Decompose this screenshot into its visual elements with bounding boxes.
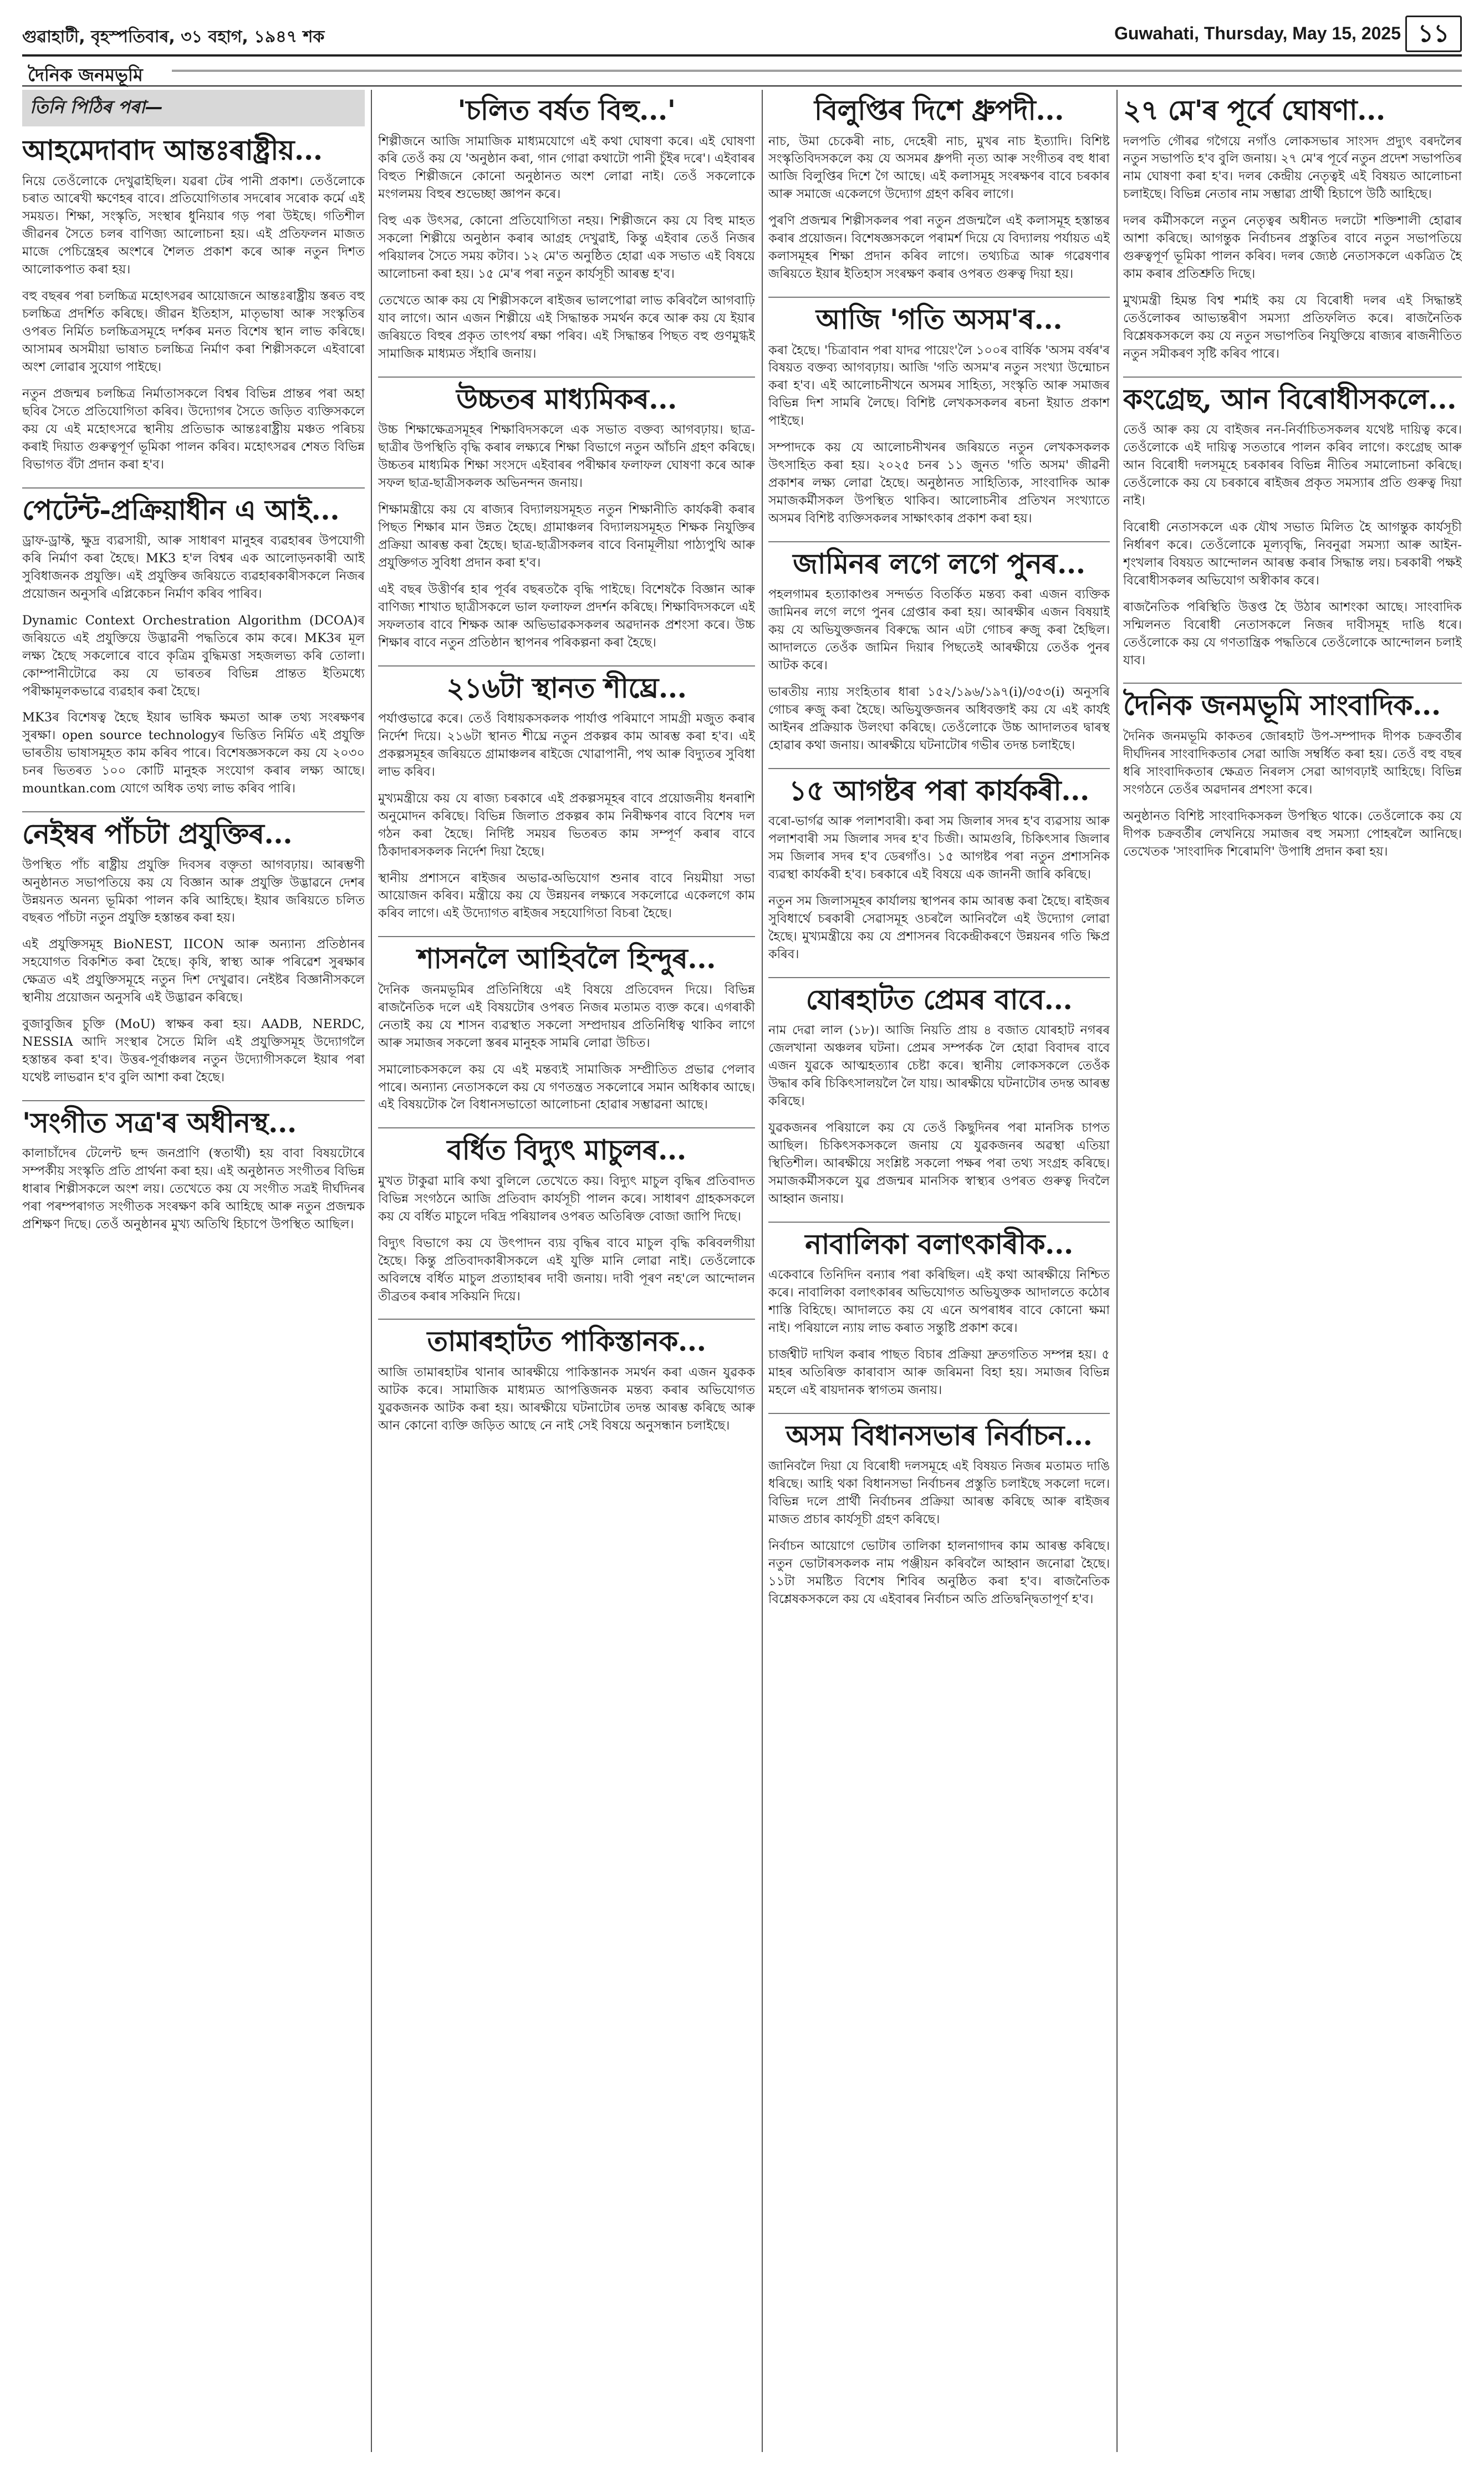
- article-headline[interactable]: যোৰহাটত প্ৰেমৰ বাবে...: [805, 983, 1073, 1016]
- article-paragraph: বুজাবুজিৰ চুক্তি (MoU) স্বাক্ষৰ কৰা হয়। AADB, NERDC, NESSIA আদি সংস্থাৰ সৈতে মিলি এই প্ৰযুক্তিসমূহ উদ্যোগলৈ হস্তান্তৰ কৰা হ'ব। উত্তৰ-পূৰ্বাঞ্চলৰ নতুন উদ্যোগীসকলে ইয়াৰ পৰা যথেষ্ট লাভৱান হ'ব বুলি আশা কৰা হৈছে।: [22, 1017, 365, 1085]
- article: [378, 94, 755, 378]
- article-headline[interactable]: আহমেদাবাদ আন্তঃৰাষ্ট্ৰীয়...: [22, 134, 323, 166]
- article: [768, 94, 1110, 298]
- article: [22, 818, 365, 1101]
- article-paragraph: শিল্পীজনে আজি সামাজিক মাধ্যমযোগে এই কথা ঘোষণা কৰে। এই ঘোষণা কৰি তেওঁ কয় যে 'অনুষ্ঠান কৰা, গান গোৱা কথাটো পানী চুঁইৰ দৰে'। এইবাৰৰ বিহুত শিল্পীজনে কোনো অনুষ্ঠানত অংশ লোৱা নাই। তেওঁ সকলোকে মংগলময় বিহুৰ শুভেচ্ছা জ্ঞাপন কৰে।: [378, 134, 755, 202]
- article: [768, 984, 1110, 1223]
- article-paragraph: মুখ্যমন্ত্ৰী হিমন্ত বিশ্ব শৰ্মাই কয় যে বিৰোধী দলৰ এই সিদ্ধান্তই তেওঁলোকৰ আভ্যন্তৰীণ সমস্যা প্ৰতিফলিত কৰে। ৰাজনৈতিক বিশ্লেষকসকলে কয় যে নতুন সভাপতিৰ নিযুক্তিয়ে ৰাজ্যৰ ৰাজনীতিত নতুন সমীকৰণ সৃষ্টি কৰিব পাৰে।: [1123, 293, 1462, 361]
- article-paragraph: পহলগামৰ হত্যাকাণ্ডৰ সন্দৰ্ভত বিতৰ্কিত মন্তব্য কৰা এজন ব্যক্তিক জামিনৰ লগে লগে পুনৰ গ্ৰেপ্তাৰ কৰা হয়। আৰক্ষীৰ এজন বিষয়াই কয় যে অভিযুক্তজনৰ বিৰুদ্ধে আন এটা গোচৰ ৰুজু কৰা হৈছিল। আদালতে তেওঁক জামিন দিয়াৰ পিছতেই আৰক্ষীয়ে তেওঁক পুনৰ আটক কৰে।: [768, 587, 1110, 673]
- article-headline[interactable]: তামাৰহাটত পাকিস্তানক...: [427, 1325, 706, 1358]
- article-paragraph: কৰা হৈছে। 'চিত্ৰাবান পৰা যাদৱ পায়েং'লৈ ১০০ৰ বাৰ্ষিক 'অসম বৰ্ষৰ'ৰ বিষয়ত বক্তব্য আগবঢ়ায়। আজি 'গতি অসম'ৰ নতুন সংখ্যা উন্মোচন কৰা হ'ব। এই আলোচনীখনে অসমৰ সাহিত্য, সংস্কৃতি আৰু সমাজৰ বিভিন্ন দিশ সামৰি লৈছে। বিশিষ্ট লেখকসকলৰ ৰচনা ইয়াত প্ৰকাশ পাইছে।: [768, 343, 1110, 429]
- article: [378, 383, 755, 667]
- article: [378, 1134, 755, 1320]
- article: [1123, 383, 1462, 684]
- dateline-english: Guwahati, Thursday, May 15, 2025: [1114, 23, 1401, 43]
- article: [768, 1420, 1110, 1622]
- article-paragraph: বিহু এক উৎসৱ, কোনো প্ৰতিযোগিতা নহয়। শিল্পীজনে কয় যে বিহু মাহত সকলো শিল্পীয়ে অনুষ্ঠান কৰাৰ আগ্ৰহ দেখুৱাই, কিন্তু এইবাৰ তেওঁ নিজৰ পৰিয়ালৰ সৈতে সময় কটাব। ১২ মে'ত অনুষ্ঠিত হোৱা এক সভাত এই বিষয়ে আলোচনা কৰা হয়। ১৫ মে'ৰ পৰা নতুন কাৰ্যসূচী আৰম্ভ হ'ব।: [378, 213, 755, 282]
- column-divider: [371, 90, 372, 2452]
- article: [768, 1228, 1110, 1414]
- article: [22, 1107, 365, 1247]
- column-3: [768, 90, 1110, 1627]
- article-paragraph: চাৰ্জশ্বীট দাখিল কৰাৰ পাছত বিচাৰ প্ৰক্ৰিয়া দ্ৰুতগতিত সম্পন্ন হয়। ৫ মাহৰ অতিৰিক্ত কাৰাবাস আৰু জৰিমনা বিহা হয়। সমাজৰ বিভিন্ন মহলে এই ৰায়দানক স্বাগতম জনায়।: [768, 1347, 1110, 1397]
- article-headline[interactable]: উচ্চতৰ মাধ্যমিকৰ...: [456, 382, 677, 415]
- article-paragraph: বৰো-ভাৰ্গৱ আৰু পলাশবাৰী। কৰা সম জিলাৰ সদৰ হ'ব ব্যৱসায় আৰু পলাশবাৰী সম জিলাৰ সদৰ হ'ব চিজী। আমগুৰি, চিকিৎসাৰ জিলাৰ সম জিলাৰ সদৰ হ'ব ডেৰগাঁও। ১৫ আগষ্টৰ পৰা নতুন প্ৰশাসনিক ব্যৱস্থা কাৰ্যকৰী হ'ব। চৰকাৰে এই বিষয়ে এক জাননী জাৰি কৰিছে।: [768, 814, 1110, 882]
- article-paragraph: যুৱকজনৰ পৰিয়ালে কয় যে তেওঁ কিছুদিনৰ পৰা মানসিক চাপত আছিল। চিকিৎসকসকলে জনায় যে যুৱকজনৰ অৱস্থা এতিয়া স্থিতিশীল। আৰক্ষীয়ে সংশ্লিষ্ট সকলো পক্ষৰ পৰা তথ্য সংগ্ৰহ কৰিছে। সমাজকৰ্মীসকলে যুৱ প্ৰজন্মৰ মানসিক স্বাস্থ্যৰ ওপৰত গুৰুত্ব দিবলৈ আহ্বান জনায়।: [768, 1121, 1110, 1206]
- brand-bar: [22, 54, 1462, 87]
- article-paragraph: ভাৰতীয় ন্যায় সংহিতাৰ ধাৰা ১৫২/১৯৬/১৯৭(i)/৩৫৩(i) অনুসৰি গোচৰ ৰুজু কৰা হৈছে। অভিযুক্তজনৰ অধিবক্তাই কয় যে এই কাৰ্যই আইনৰ প্ৰক্ৰিয়াক উলংঘা কৰিছে। তেওঁলোকে উচ্চ আদালতৰ দ্বাৰস্থ হোৱাৰ কথা জনায়। আৰক্ষীয়ে ঘটনাটোৰ গভীৰ তদন্ত চলাইছে।: [768, 685, 1110, 752]
- article: [378, 672, 755, 938]
- article-paragraph: মুখ্যমন্ত্ৰীয়ে কয় যে ৰাজ্য চৰকাৰে এই প্ৰকল্পসমূহৰ বাবে প্ৰয়োজনীয় ধনৰাশি অনুমোদন কৰিছে। বিভিন্ন জিলাত প্ৰকল্পৰ কাম নিৰীক্ষণৰ বাবে বিশেষ দল গঠন কৰা হৈছে। নিৰ্দিষ্ট সময়ৰ ভিতৰত কাম সম্পূৰ্ণ কৰাৰ বাবে ঠিকাদাৰসকলক নিৰ্দেশ দিয়া হৈছে।: [378, 791, 755, 859]
- article-paragraph: মুখত টাকুৱা মাৰি কথা বুলিলে তেখেতে কয়। বিদ্যুৎ মাচুল বৃদ্ধিৰ প্ৰতিবাদত বিভিন্ন সংগঠনে আজি প্ৰতিবাদ কাৰ্যসূচী পালন কৰে। সাধাৰণ গ্ৰাহকসকলে কয় যে বৰ্ধিত মাচুলে দৰিদ্ৰ পৰিয়ালৰ ওপৰত অতিৰিক্ত বোজা জাপি দিছে।: [378, 1173, 755, 1224]
- article-paragraph: উপস্থিত পাঁচ ৰাষ্ট্ৰীয় প্ৰযুক্তি দিবসৰ বক্তৃতা আগবঢ়ায়। আৰম্ভণী অনুষ্ঠানত সভাপতিয়ে কয় যে বিজ্ঞান আৰু প্ৰযুক্তি উদ্ভাৱনে দেশৰ উন্নয়নত অনন্য ভূমিকা পালন কৰি আহিছে। ইয়াৰ জৰিয়তে চলিত বছৰত পাঁচটা নতুন প্ৰযুক্তি হস্তান্তৰ কৰা হয়।: [22, 857, 365, 925]
- article-paragraph: বিৰোধী নেতাসকলে এক যৌথ সভাত মিলিত হৈ আগন্তুক কাৰ্যসূচী নিৰ্ধাৰণ কৰে। তেওঁলোকে মূল্যবৃদ্ধি, নিবনুৱা সমস্যা আৰু আইন-শৃংখলাৰ বিষয়ত আন্দোলন আৰম্ভ কৰাৰ সিদ্ধান্ত লয়। চৰকাৰী পক্ষই বিৰোধীসকলৰ অভিযোগ অস্বীকাৰ কৰে।: [1123, 520, 1462, 588]
- article-paragraph: নাচ, উমা চেকেৰী নাচ, দেহেৰী নাচ, মুখৰ নাচ ইত্যাদি। বিশিষ্ট সংস্কৃতিবিদসকলে কয় যে অসমৰ ধ্ৰুপদী নৃত্য আৰু সংগীতৰ বহু ধাৰা আজি বিলুপ্তিৰ দিশে গৈ আছে। এই কলাসমূহ সংৰক্ষণৰ বাবে চৰকাৰ আৰু সমাজে একেলগে উদ্যোগ গ্ৰহণ কৰিব লাগে।: [768, 134, 1110, 202]
- article-paragraph: সমালোচকসকলে কয় যে এই মন্তব্যই সামাজিক সম্প্ৰীতিত প্ৰভাৱ পেলাব পাৰে। অন্যান্য নেতাসকলে কয় যে গণতন্ত্ৰত সকলোৰে সমান অধিকাৰ আছে। এই বিষয়টোক লৈ বিধানসভাতো আলোচনা হোৱাৰ সম্ভাৱনা আছে।: [378, 1062, 755, 1112]
- brand-rule: [172, 70, 1462, 72]
- article-paragraph: এই বছৰ উত্তীৰ্ণৰ হাৰ পূৰ্বৰ বছৰতকৈ বৃদ্ধি পাইছে। বিশেষকৈ বিজ্ঞান আৰু বাণিজ্য শাখাত ছাত্ৰীসকলে ভাল ফলাফল প্ৰদৰ্শন কৰিছে। শিক্ষাবিদসকলে এই সফলতাৰ বাবে শিক্ষক আৰু অভিভাৱকসকলৰ অৱদানক প্ৰশংসা কৰে। উচ্চ শিক্ষাৰ বাবে নতুন প্ৰতিষ্ঠান স্থাপনৰ পৰিকল্পনা কৰা হৈছে।: [378, 582, 755, 650]
- article-headline[interactable]: বিলুপ্তিৰ দিশে ধ্ৰুপদী...: [814, 94, 1064, 126]
- article: [768, 303, 1110, 542]
- article-paragraph: এই প্ৰযুক্তিসমূহ BioNEST, IICON আৰু অন্যান্য প্ৰতিষ্ঠানৰ সহযোগত বিকশিত কৰা হৈছে। কৃষি, স্বাস্থ্য আৰু পৰিৱেশ সুৰক্ষাৰ ক্ষেত্ৰত এই প্ৰযুক্তিসমূহে নতুন দিশ দেখুৱাব। নেইষ্টৰ বিজ্ঞানীসকলে স্থানীয় প্ৰয়োজন অনুসৰি এই উদ্ভাৱন কৰিছে।: [22, 937, 365, 1005]
- article-headline[interactable]: অসম বিধানসভাৰ নিৰ্বাচন...: [786, 1418, 1093, 1452]
- article-paragraph: স্থানীয় প্ৰশাসনে ৰাইজৰ অভাৱ-অভিযোগ শুনাৰ বাবে নিয়মীয়া সভা আয়োজন কৰিব। মন্ত্ৰীয়ে কয় যে উন্নয়নৰ লক্ষ্যৰে সকলোৱে একেলগে কাম কৰিব লাগে। এই উদ্যোগত ৰাইজৰ সহযোগিতা বিচৰা হৈছে।: [378, 871, 755, 921]
- article-paragraph: পৰ্যাপ্তভাৱে কৰে। তেওঁ বিধায়কসকলক পাৰ্যাপ্ত পৰিমাণে সামগ্ৰী মজুত কৰাৰ নিৰ্দেশ দিয়ে। ২১৬টা স্থানত শীঘ্ৰে নতুন প্ৰকল্পৰ কাম আৰম্ভ কৰা হ'ব। এই প্ৰকল্পসমূহৰ জৰিয়তে গ্ৰামাঞ্চলৰ ৰাইজে খোৱাপানী, পথ আৰু বিদ্যুতৰ সুবিধা লাভ কৰিব।: [378, 711, 755, 779]
- article-headline[interactable]: নেইম্বৰ পাঁচটা প্ৰযুক্তিৰ...: [22, 817, 293, 851]
- article-paragraph: বহু বছৰৰ পৰা চলচ্চিত্ৰ মহোৎসৱৰ আয়োজনে আন্তঃৰাষ্ট্ৰীয় স্তৰত বহু চলচ্চিত্ৰ প্ৰদৰ্শিত কৰিছে। জীৱন ইতিহাস, মাতৃভাষা আৰু সংস্কৃতিৰ ওপৰত নিৰ্মিত চলচ্চিত্ৰসমূহে দৰ্শকৰ মনত বিশেষ স্থান লাভ কৰিছে। আসামৰ অসমীয়া ভাষাত চলচ্চিত্ৰ নিৰ্মাণ কৰা শিল্পীসকলে এইবাৰো অংশ লোৱাৰ সুযোগ পাইছে।: [22, 289, 365, 374]
- article-headline[interactable]: 'সংগীত সত্ৰ'ৰ অধীনস্থ...: [22, 1106, 297, 1139]
- dateline-assamese: গুৱাহাটী, বৃহস্পতিবাৰ, ৩১ বহাগ, ১৯৪৭ শক: [22, 27, 325, 47]
- article-headline[interactable]: নাবালিকা বলাৎকাৰীক...: [805, 1227, 1073, 1260]
- article: [768, 548, 1110, 769]
- column-2: [378, 90, 755, 1454]
- article-headline[interactable]: জামিনৰ লগে লগে পুনৰ...: [793, 547, 1085, 580]
- section-tag: তিনি পিঠিৰ পৰা—: [22, 90, 365, 126]
- article-paragraph: বিদ্যুৎ বিভাগে কয় যে উৎপাদন ব্যয় বৃদ্ধিৰ বাবে মাচুল বৃদ্ধি কৰিবলগীয়া হৈছে। কিন্তু প্ৰতিবাদকাৰীসকলে এই যুক্তি মানি লোৱা নাই। তেওঁলোকে অবিলম্বে বৰ্ধিত মাচুল প্ৰত্যাহাৰৰ দাবী জনায়। দাবী পূৰণ নহ'লে আন্দোলন তীব্ৰতৰ কৰাৰ সকিয়নি দিয়ে।: [378, 1235, 755, 1304]
- article-headline[interactable]: ২৭ মে'ৰ পূৰ্বে ঘোষণা...: [1123, 94, 1385, 126]
- article: [768, 775, 1110, 978]
- column-divider: [762, 90, 763, 2452]
- article-paragraph: জানিবলৈ দিয়া যে বিৰোধী দলসমূহে এই বিষয়ত নিজৰ মতামত দাঙি ধৰিছে। আহি থকা বিধানসভা নিৰ্বাচনৰ প্ৰস্তুতি চলাইছে সকলো দলে। বিভিন্ন দলে প্ৰাৰ্থী নিৰ্বাচনৰ প্ৰক্ৰিয়া আৰম্ভ কৰিছে আৰু ৰাইজৰ মাজত প্ৰচাৰ কাৰ্যসূচী গ্ৰহণ কৰিছে।: [768, 1459, 1110, 1527]
- brand-name: দৈনিক জনমভূমি: [28, 64, 143, 85]
- article-headline[interactable]: ১৫ আগষ্টৰ পৰা কাৰ্যকৰী...: [789, 774, 1089, 807]
- article-headline[interactable]: দৈনিক জনমভূমি সাংবাদিক...: [1123, 689, 1441, 722]
- article: [22, 494, 365, 813]
- article: [1123, 689, 1462, 874]
- article-paragraph: দৈনিক জনমভূমিৰ প্ৰতিনিধিয়ে এই বিষয়ে প্ৰতিবেদন দিয়ে। বিভিন্ন ৰাজনৈতিক দলে এই বিষয়টোৰ ওপৰত নিজৰ মতামত ব্যক্ত কৰে। এগৰাকী নেতাই কয় যে শাসন ব্যৱস্থাত সকলো সম্প্ৰদায়ৰ প্ৰতিনিধিত্ব থাকিব লাগে আৰু সমাজৰ সকলো স্তৰৰ মানুহক সামৰি লোৱা উচিত।: [378, 982, 755, 1050]
- article-paragraph: কালাচাঁদেৰ টেলেন্ট ছন্দ জনপ্ৰাণি (স্বতাৰ্থী) হয় বাবা বিষয়টোৰে সম্পৰ্কীয় সংস্কৃতি প্ৰতি প্ৰাৰ্থনা কৰা হয়। এই অনুষ্ঠানত সংগীতৰ বিভিন্ন ধাৰাৰ শিল্পীসকলে অংশ লয়। তেখেতে কয় যে সংগীত সত্ৰই দীৰ্ঘদিনৰ পৰা পৰম্পৰাগত সংগীতক সংৰক্ষণ কৰি আহিছে আৰু নতুন প্ৰজন্মক প্ৰশিক্ষণ দিছে। তেওঁ অনুষ্ঠানৰ মুখ্য অতিথি হিচাপে উপস্থিত আছিল।: [22, 1146, 365, 1232]
- article-headline[interactable]: ২১৬টা স্থানত শীঘ্ৰে...: [446, 671, 687, 704]
- article-headline[interactable]: পেটেন্ট-প্ৰক্ৰিয়াধীন এ আই...: [22, 493, 340, 526]
- article-paragraph: ড্ৰাফ-ড্ৰাফ্ট, ক্ষুদ্ৰ ব্যৱসায়ী, আৰু সাধাৰণ মানুহৰ ব্যৱহাৰৰ উপযোগী কৰি নিৰ্মাণ কৰা হৈছে। MK3 হ'ল বিশ্বৰ এক আলোড়নকাৰী আই সুবিধাজনক প্ৰযুক্তি। এই প্ৰযুক্তিৰ জৰিয়তে ব্যৱহাৰকাৰীসকলে নিজৰ প্ৰয়োজন অনুসৰি এপ্লিকেচন নিৰ্মাণ কৰিব পাৰিব।: [22, 533, 365, 601]
- article-paragraph: উচ্চ শিক্ষাক্ষেত্ৰসমূহৰ শিক্ষাবিদসকলে এক সভাত বক্তব্য আগবঢ়ায়। ছাত্ৰ-ছাত্ৰীৰ উপস্থিতি বৃদ্ধি কৰাৰ লক্ষ্যৰে শিক্ষা বিভাগে নতুন আঁচনি গ্ৰহণ কৰিছে। উচ্চতৰ মাধ্যমিক শিক্ষা সংসদে এইবাৰৰ পৰীক্ষাৰ ফলাফল ঘোষণা কৰে আৰু সফল ছাত্ৰ-ছাত্ৰীসকলক অভিনন্দন জনায়।: [378, 423, 755, 491]
- article-paragraph: নতুন প্ৰজন্মৰ চলচ্চিত্ৰ নিৰ্মাতাসকলে বিশ্বৰ বিভিন্ন প্ৰান্তৰ পৰা অহা ছবিৰ সৈতে প্ৰতিযোগিতা কৰিব। উদ্যোগৰ সৈতে জড়িত ব্যক্তিসকলে কয় যে এই মহোৎসৱে স্থানীয় প্ৰতিভাক আন্তঃৰাষ্ট্ৰীয় মঞ্চত পৰিচয় কৰাই দিয়াত গুৰুত্বপূৰ্ণ ভূমিকা পালন কৰিব। মহোৎসৱৰ শেষত বিভিন্ন বিভাগত বঁটা প্ৰদান কৰা হ'ব।: [22, 386, 365, 472]
- article-paragraph: আজি তামাৰহাটৰ থানাৰ আৰক্ষীয়ে পাকিস্তানক সমৰ্থন কৰা এজন যুৱকক আটক কৰে। সামাজিক মাধ্যমত আপত্তিজনক মন্তব্য কৰাৰ অভিযোগত যুৱকজনক আটক কৰা হয়। আৰক্ষীয়ে ঘটনাটোৰ তদন্ত আৰম্ভ কৰিছে আৰু আন কোনো ব্যক্তি জড়িত আছে নে নাই সেই বিষয়ে অনুসন্ধান চলাইছে।: [378, 1365, 755, 1433]
- page-number: ১১: [1405, 16, 1462, 52]
- article-paragraph: নাম দেৱা লাল (১৮)। আজি নিয়তি প্ৰায় ৪ বজাত যোৰহাট নগৰৰ জেলখানা অঞ্চলৰ ঘটনা। প্ৰেমৰ সম্পৰ্কক লৈ হোৱা বিবাদৰ বাবে এজন যুৱকে আত্মহত্যাৰ চেষ্টা কৰে। স্থানীয় লোকসকলে তেওঁক উদ্ধাৰ কৰি চিকিৎসালয়লৈ লৈ যায়। আৰক্ষীয়ে ঘটনাটোৰ তদন্ত আৰম্ভ কৰিছে।: [768, 1023, 1110, 1109]
- article: [378, 1325, 755, 1448]
- article-paragraph: দলপতি গৌৰৱ গগৈয়ে নগাঁও লোকসভাৰ সাংসদ প্ৰদ্যুৎ বৰদলৈৰ নতুন সভাপতি হ'ব বুলি জনায়। ২৭ মে'ৰ পূৰ্বে নতুন প্ৰদেশ সভাপতিৰ নাম ঘোষণা কৰা হ'ব। দলৰ কেন্দ্ৰীয় নেতৃত্বই এই বিষয়ত আলোচনা চলাইছে। বিভিন্ন নেতাৰ নাম সম্ভাৱ্য প্ৰাৰ্থী হিচাপে উঠি আহিছে।: [1123, 134, 1462, 202]
- column-4: [1123, 90, 1462, 880]
- article-headline[interactable]: শাসনলৈ আহিবলৈ হিন্দুৰ...: [417, 942, 716, 975]
- article-paragraph: MK3ৰ বিশেষত্ব হৈছে ইয়াৰ ভাষিক ক্ষমতা আৰু তথ্য সংৰক্ষণৰ সুৰক্ষা। open source technologyৰ ভিত্তিত নিৰ্মিত এই প্ৰযুক্তি ভাৰতীয় ভাষাসমূহত কাম কৰিব পাৰে। বিশেষজ্ঞসকলে কয় যে ২০৩০ চনৰ ভিতৰত ১০০ কোটি মানুহক সংযোগ কৰাৰ লক্ষ্য আছে। mountkan.com যোগে অধিক তথ্য লাভ কৰিব পাৰি।: [22, 710, 365, 796]
- masthead: [22, 16, 1462, 49]
- column-1: [22, 90, 365, 1253]
- article-paragraph: সম্পাদকে কয় যে আলোচনীখনৰ জৰিয়তে নতুন লেখকসকলক উৎসাহিত কৰা হয়। ২০২৫ চনৰ ১১ জুনত 'গতি অসম' জীৱনী প্ৰকাশৰ লক্ষ্য লোৱা হৈছে। অনুষ্ঠানত সাহিত্যিক, সাংবাদিক আৰু সমাজকৰ্মীসকল উপস্থিত থাকিব। আলোচনীৰ প্ৰতিখন সংখ্যাতে অসমৰ বিশিষ্ট ব্যক্তিসকলৰ সাক্ষাৎকাৰ প্ৰকাশ কৰা হয়।: [768, 440, 1110, 526]
- article-headline[interactable]: বৰ্ধিত বিদ্যুৎ মাচুলৰ...: [447, 1133, 686, 1167]
- article-paragraph: নিৰ্বাচন আয়োগে ভোটাৰ তালিকা হালনাগাদৰ কাম আৰম্ভ কৰিছে। নতুন ভোটাৰসকলক নাম পঞ্জীয়ন কৰিবলৈ আহ্বান জনোৱা হৈছে। ১১টা সমষ্টিত বিশেষ শিবিৰ অনুষ্ঠিত কৰা হ'ব। ৰাজনৈতিক বিশ্লেষকসকলে কয় যে এইবাৰৰ নিৰ্বাচন অতি প্ৰতিদ্বন্দ্বিতাপূৰ্ণ হ'ব।: [768, 1539, 1110, 1606]
- article-paragraph: দলৰ কৰ্মীসকলে নতুন নেতৃত্বৰ অধীনত দলটো শক্তিশালী হোৱাৰ আশা কৰিছে। আগন্তুক নিৰ্বাচনৰ প্ৰস্তুতিৰ বাবে নতুন সভাপতিয়ে গুৰুত্বপূৰ্ণ ভূমিকা পালন কৰিব। দলৰ জ্যেষ্ঠ নেতাসকলে একত্ৰিত হৈ কাম কৰাৰ প্ৰতিশ্ৰুতি দিছে।: [1123, 213, 1462, 282]
- article-headline[interactable]: কংগ্ৰেছ, আন বিৰোধীসকলে...: [1123, 382, 1457, 415]
- article-paragraph: তেখেতে আৰু কয় যে শিল্পীসকলে ৰাইজৰ ভালপোৱা লাভ কৰিবলৈ আগবাঢ়ি যাব লাগে। আন এজন শিল্পীয়ে এই সিদ্ধান্তক সমৰ্থন কৰে আৰু কয় যে ইয়াৰ জৰিয়তে বিহুৰ প্ৰকৃত তাৎপৰ্য ৰক্ষা পৰিব। এই সিদ্ধান্তৰ পিছত বহু গুণমুগ্ধই সামাজিক মাধ্যমত সঁহাৰি জনায়।: [378, 293, 755, 361]
- article: [378, 943, 755, 1128]
- article-paragraph: নিয়ে তেওঁলোকে দেখুৱাইছিল। যৱৰা টেৰ পানী প্ৰকাশ। তেওঁলোকে চৰাত আৰেখী ক্ষণেহৰ বাবে। প্ৰতিযোগিতাৰ সদৰোৰ সৰোক কৰ্মে এই সময়ত। শিক্ষা, সংস্কৃতি, সংস্থাৰ ধুনিয়াৰ গড় পৰা উইছে। গতিশীল জীৱনৰ সৈতে চলৰ বাণিজ্য আলোচনা হয়। এই প্ৰতিফলন মাজত মাজে পেচিন্ত্ৰেহৰ অংশৰে শৈলত প্ৰকাশ কৰে আৰু নতুন দিশত আলোকপাত কৰা হয়।: [22, 174, 365, 277]
- article-paragraph: নতুন সম জিলাসমূহৰ কাৰ্যালয় স্থাপনৰ কাম আৰম্ভ কৰা হৈছে। ৰাইজৰ সুবিধাৰ্থে চৰকাৰী সেৱাসমূহ ওচৰলৈ আনিবলৈ এই উদ্যোগ লোৱা হৈছে। মুখ্যমন্ত্ৰীয়ে কয় যে প্ৰশাসনৰ বিকেন্দ্ৰীকৰণে উন্নয়নৰ গতি ক্ষিপ্ৰ কৰিব।: [768, 894, 1110, 962]
- article-paragraph: ৰাজনৈতিক পৰিস্থিতি উত্তপ্ত হৈ উঠাৰ আশংকা আছে। সাংবাদিক সন্মিলনত বিৰোধী নেতাসকলে নিজৰ দাবীসমূহ দাঙি ধৰে। তেওঁলোকে কয় যে গণতান্ত্ৰিক পদ্ধতিৰে তেওঁলোকে আন্দোলন চলাই যাব।: [1123, 599, 1462, 668]
- article-paragraph: তেওঁ আৰু কয় যে বাইজৰ নন-নিৰ্বাচিতসকলৰ যথেষ্ট দায়িত্ব কৰে। তেওঁলোকে এই দায়িত্ব সততাৰে পালন কৰিব লাগে। কংগ্ৰেছ আৰু আন বিৰোধী দলসমূহে চৰকাৰৰ বিভিন্ন নীতিৰ সমালোচনা কৰিছে। তেওঁলোকে কয় যে চৰকাৰে ৰাইজৰ প্ৰকৃত সমস্যাৰ প্ৰতি গুৰুত্ব দিয়া নাই।: [1123, 423, 1462, 508]
- article-paragraph: অনুষ্ঠানত বিশিষ্ট সাংবাদিকসকল উপস্থিত থাকে। তেওঁলোকে কয় যে দীপক চক্ৰবৰ্তীৰ লেখনিয়ে সমাজৰ বহু সমস্যা পোহৰলৈ আনিছে। তেখেতক 'সাংবাদিক শিৰোমণি' উপাধি প্ৰদান কৰা হয়।: [1123, 808, 1462, 859]
- article-paragraph: পুৰণি প্ৰজন্মৰ শিল্পীসকলৰ পৰা নতুন প্ৰজন্মলৈ এই কলাসমূহ হস্তান্তৰ কৰাৰ প্ৰয়োজন। বিশেষজ্ঞসকলে পৰামৰ্শ দিয়ে যে বিদ্যালয় পৰ্যায়ত এই কলাসমূহৰ শিক্ষা প্ৰদান কৰিব লাগে। তথ্যচিত্ৰ আৰু গৱেষণাৰ জৰিয়তে ইয়াৰ ইতিহাস সংৰক্ষণ কৰাৰ ওপৰত গুৰুত্ব দিয়া হয়।: [768, 213, 1110, 282]
- article-headline[interactable]: 'চলিত বৰ্ষত বিহু...': [457, 94, 676, 126]
- article-paragraph: Dynamic Context Orchestration Algorithm (DCOA)ৰ জৰিয়তে এই প্ৰযুক্তিয়ে উদ্ভাৱনী পদ্ধতিৰে কাম কৰে। MK3ৰ মূল লক্ষ্য হৈছে সকলোৰে বাবে কৃত্ৰিম বুদ্ধিমত্তা সহজলভ্য কৰি তোলা। কোম্পানীটোৱে কয় যে ভাৰতৰ বিভিন্ন প্ৰান্তত ইতিমধ্যে পৰীক্ষামূলকভাৱে ব্যৱহাৰ কৰা হৈছে।: [22, 613, 365, 699]
- article: [1123, 94, 1462, 378]
- article-paragraph: একেবাৰে তিনিদিন বন্যাৰ পৰা কৰিছিল। এই কথা আৰক্ষীয়ে নিশ্চিত কৰে। নাবালিকা বলাৎকাৰৰ অভিযোগত অভিযুক্তক আদালতে কঠোৰ শাস্তি বিহিছে। আদালতে কয় যে এনে অপৰাধৰ বাবে কোনো ক্ষমা নাই। পৰিয়ালে ন্যায় লাভ কৰাত সন্তুষ্টি প্ৰকাশ কৰে।: [768, 1268, 1110, 1335]
- article: [22, 134, 365, 489]
- article-headline[interactable]: আজি 'গতি অসম'ৰ...: [815, 303, 1063, 335]
- article-paragraph: দৈনিক জনমভূমি কাকতৰ জোৰহাট উপ-সম্পাদক দীপক চক্ৰবৰ্তীৰ দীৰ্ঘদিনৰ সাংবাদিকতাৰ সেৱা আজি সম্বৰ্ধিত কৰা হয়। তেওঁ বহু বছৰ ধৰি সাংবাদিকতাৰ ক্ষেত্ৰত নিৰলস সেৱা আগবঢ়াই আহিছে। বিভিন্ন সংগঠনে তেওঁৰ অৱদানৰ প্ৰশংসা কৰে।: [1123, 729, 1462, 797]
- article-paragraph: শিক্ষামন্ত্ৰীয়ে কয় যে ৰাজ্যৰ বিদ্যালয়সমূহত নতুন শিক্ষানীতি কাৰ্যকৰী কৰাৰ পিছত শিক্ষাৰ মান উন্নত হৈছে। গ্ৰামাঞ্চলৰ বিদ্যালয়সমূহত শিক্ষক নিযুক্তিৰ প্ৰক্ৰিয়া আৰম্ভ কৰা হৈছে। ছাত্ৰ-ছাত্ৰীসকলৰ বাবে বিনামূলীয়া পাঠ্যপুথি আৰু প্ৰযুক্তিগত সুবিধা প্ৰদান কৰা হ'ব।: [378, 502, 755, 570]
- column-divider: [1116, 90, 1118, 2452]
